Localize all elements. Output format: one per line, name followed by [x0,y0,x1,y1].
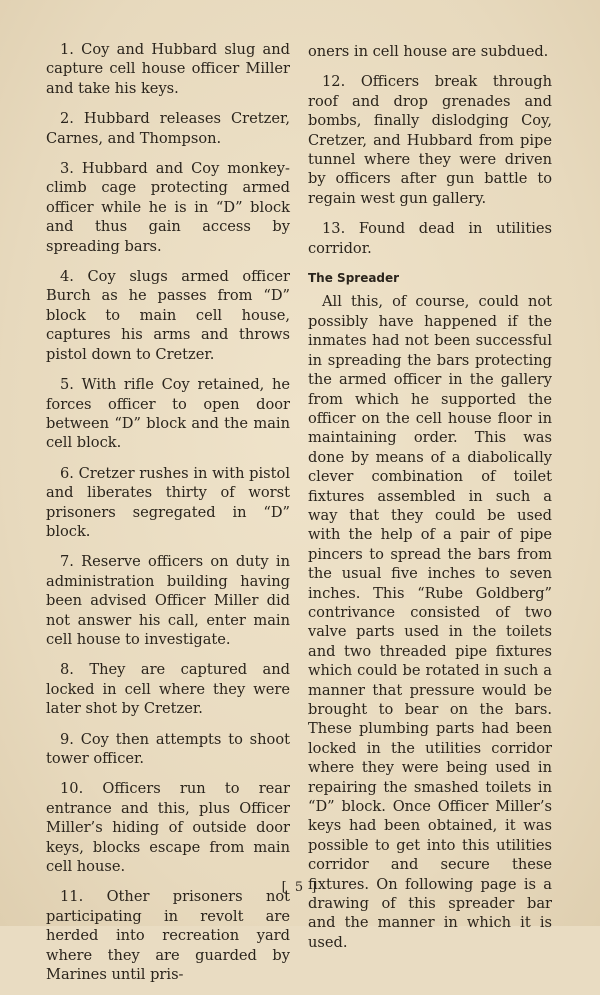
list-item: 6. Cretzer rushes in with pistol and liberates thirty of worst prisoners segregated in “D” block. [46,464,290,540]
list-item: 4. Coy slugs armed officer Burch as he passes from “D” block to main cell house, captures his arms and throws pistol down to Cretzer. [46,268,290,363]
list-item: 1. Coy and Hubbard slug and capture cell house officer Miller and take his keys. [46,41,290,97]
right-column [308,42,552,952]
list-item: 12. Officers break through roof and drop grenades and bombs, finally dislodging Coy, Cretzer, and Hubbard from pipe tunnel where they were driven by officers after gun battle to regain west gun gallery. [308,73,552,207]
list-item: 13. Found dead in utilities corridor. [308,220,552,257]
section-heading: The Spreader [308,271,400,286]
page-number: [ 5 ] [281,880,319,895]
continued-text: oners in cell house are subdued. [308,43,549,60]
left-column [46,40,290,995]
list-item: 7. Reserve officers on duty in administration building having been advised Officer Miller did not answer his call, enter main cell house to investigate. [46,553,290,648]
list-item: 9. Coy then attempts to shoot tower officer. [46,730,290,767]
list-item: 10. Officers run to rear entrance and this, plus Officer Miller’s hiding of outside door keys, blocks escape from main cell house. [46,780,290,876]
list-item: 2. Hubbard releases Cretzer, Carnes, and Thompson. [46,110,290,147]
list-item: 11. Other prisoners not participating in revolt are herded into recreation yard where they are guarded by Marines until pris- [46,888,290,984]
list-item: 8. They are captured and locked in cell where they were later shot by Cretzer. [46,661,290,718]
list-item: 3. Hubbard and Coy monkey-climb cage protecting armed officer while he is in “D” block and thus gain access by spreading bars. [46,160,290,255]
section-paragraph: All this, of course, could not possibly have happened if the inmates had not been successful in spreading the bars protecting the armed officer in the gallery from which he supported the officer on the cell house floor in maintaining order. This was done by means of a diabolically clever combination of toilet fixtures assembled in such a way that they could be used with the help of a pair of pipe pincers to spread the bars from the usual five inches to seven inches. This “Rube Goldberg” contrivance consisted of two valve parts used in the toilets and two threaded pipe fixtures which could be rotated in such a manner that pressure would be brought to bear on the bars. These plumbing parts had been locked in the utilities corridor where they were being used in repairing the smashed toilets in “D” block. Once Officer Miller’s keys had been obtained, it was possible to get into this utilities corridor and secure these fixtures. On following page is a drawing of this spreader bar and the manner in which it is used. [308,293,552,951]
list-item: 5. With rifle Coy retained, he forces officer to open door between “D” block and the main cell block. [46,376,290,452]
